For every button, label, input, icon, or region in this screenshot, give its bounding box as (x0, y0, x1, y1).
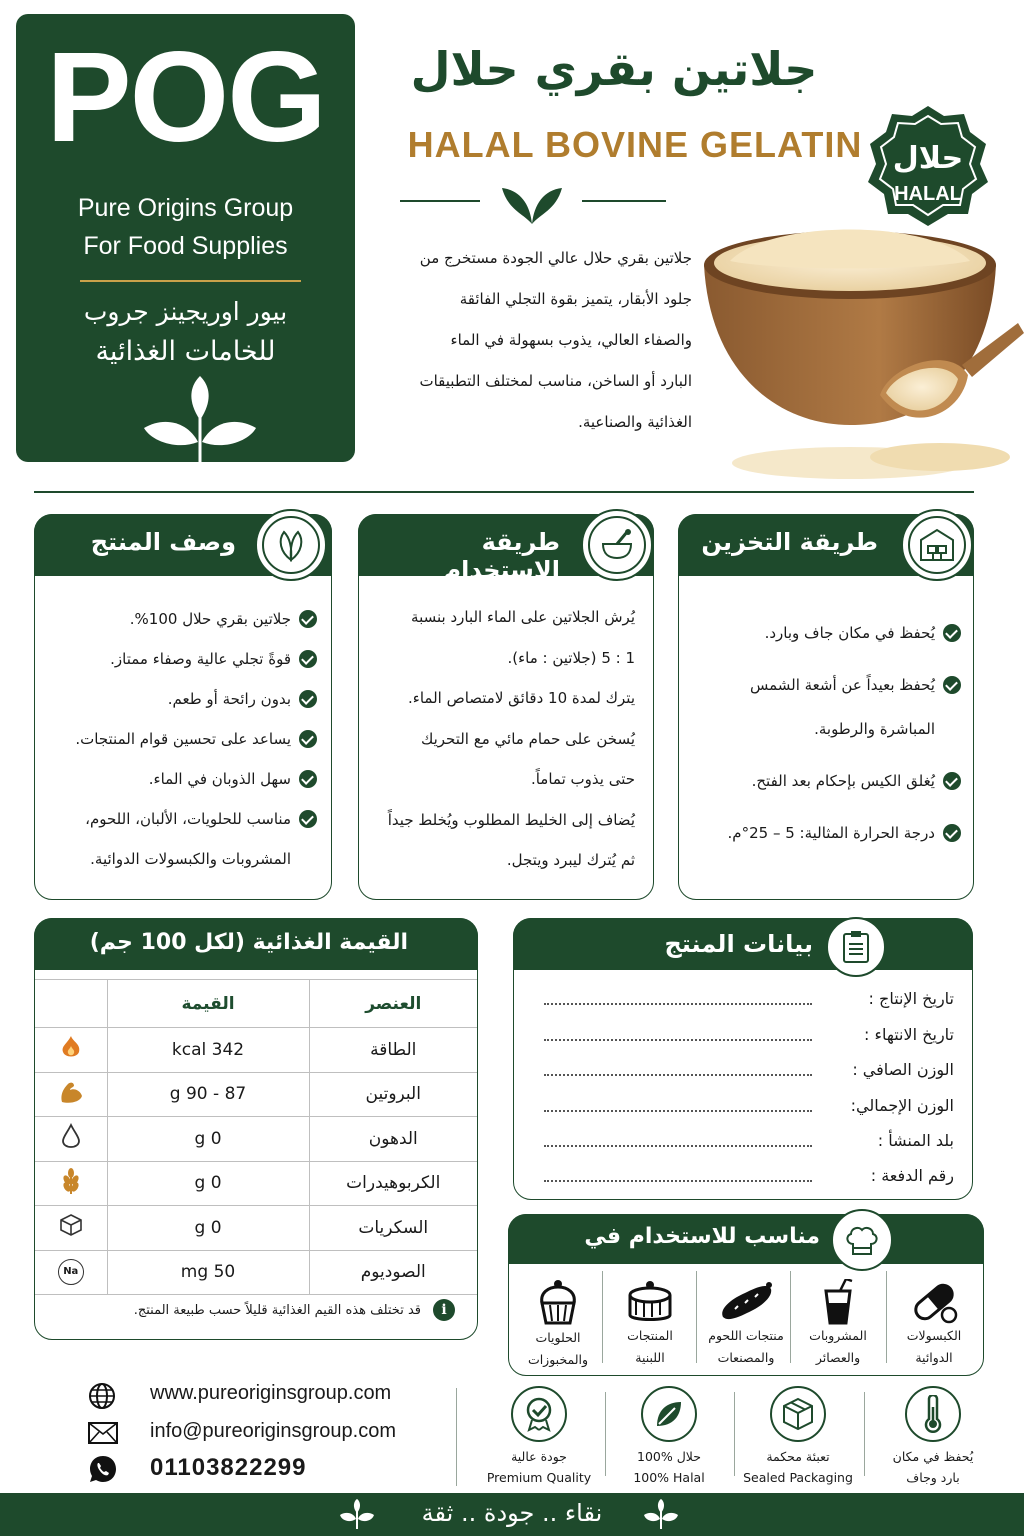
nutrient-value: 0 g (107, 1161, 309, 1206)
storage-card (678, 514, 974, 900)
product-data-header (513, 918, 973, 970)
description-title: وصف المنتج (90, 528, 236, 556)
leaves-icon (144, 376, 256, 476)
website-row[interactable] (88, 1380, 448, 1410)
leaves-icon (644, 1499, 678, 1529)
intro-line: البارد أو الساخن، مناسب لمختلف التطبيقات (419, 372, 692, 390)
table-row (35, 1161, 477, 1206)
col-header-value: القيمة (107, 980, 309, 1028)
col-header-item: العنصر (309, 980, 477, 1028)
brand-logo-panel (16, 14, 355, 462)
nutrition-note: قد تختلف هذه القيم الغذائية قليلاً حسب طبيعة المنتج. (133, 1303, 421, 1318)
divider (864, 1392, 865, 1476)
nutrient-name: الكربوهيدرات (309, 1161, 477, 1206)
nutrient-name: الطاقة (309, 1028, 477, 1073)
list-item-continuation: المشروبات والكبسولات الدوائية. (90, 850, 291, 868)
use-drinks: المشروبات والعصائر (791, 1275, 885, 1375)
storage-title: طريقة التخزين (701, 528, 878, 556)
nutrient-name: البروتين (309, 1072, 477, 1117)
nutrient-name: الدهون (309, 1117, 477, 1162)
description-list (43, 599, 317, 879)
capsule-icon (909, 1279, 959, 1325)
nutrient-value: 0 g (107, 1206, 309, 1251)
nutrient-name: السكريات (309, 1206, 477, 1251)
product-data-title: بيانات المنتج (664, 930, 813, 958)
brand-name-en-line2: For Food Supplies (83, 232, 288, 260)
usage-icon-badge (581, 509, 653, 581)
leaf-icon (274, 528, 308, 562)
usage-card (358, 514, 654, 900)
phone-row[interactable] (88, 1454, 448, 1486)
badge-sealed-packaging: تعبئة محكمة Sealed Packaging (733, 1386, 863, 1488)
usage-title: طريقة الاستخدام (443, 528, 560, 584)
usage-line: يُضاف إلى الخليط المطلوب ويُخلط جيداً (387, 810, 635, 829)
table-row (35, 1028, 477, 1073)
nutrition-table (35, 979, 477, 1295)
mortar-icon (599, 528, 635, 562)
whatsapp-icon (88, 1454, 118, 1484)
nutrient-value: 87 - 90 g (107, 1072, 309, 1117)
usage-line: 1 : 5 (جلاتين : ماء). (507, 648, 635, 667)
intro-line: الغذائية والصناعية. (578, 413, 692, 431)
quality-seal-icon (521, 1396, 557, 1432)
use-meat: منتجات اللحوم والمصنعات (699, 1275, 793, 1375)
fire-icon (35, 1028, 107, 1073)
brand-name-ar-line1: بيور اوريجينز جروب (83, 297, 288, 326)
section-divider (34, 491, 974, 493)
footer-slogan: نقاء .. جودة .. ثقة (421, 1499, 603, 1527)
usage-line: يترك لمدة 10 دقائق لامتصاص الماء. (408, 689, 635, 707)
title-rule-left (400, 200, 480, 202)
suitable-icon-badge (831, 1209, 893, 1271)
nutrient-value: 342 kcal (107, 1028, 309, 1073)
nutrient-value: 0 g (107, 1117, 309, 1162)
info-icon: i (433, 1299, 455, 1321)
list-item: بدون رائحة أو طعم. (43, 679, 317, 719)
chef-hat-icon (845, 1224, 879, 1256)
leaf-pair-icon (500, 180, 564, 224)
email-row[interactable] (88, 1418, 448, 1448)
nutrition-card (34, 918, 478, 1340)
brand-name-ar-line2: للخامات الغذائية (95, 336, 276, 367)
list-item: سهل الذوبان في الماء. (43, 759, 317, 799)
intro-line: جلود الأبقار، يتميز بقوة التجلي الفائقة (459, 290, 692, 308)
mail-icon (88, 1422, 118, 1444)
email-link[interactable]: info@pureoriginsgroup.com (150, 1420, 396, 1442)
intro-line: جلاتين بقري حلال عالي الجودة مستخرج من (419, 249, 692, 267)
suitable-for-header (508, 1214, 984, 1264)
list-item: مناسب للحلويات، الألبان، اللحوم، (43, 799, 317, 839)
brand-mark: POG (46, 26, 325, 169)
cupcake-icon (534, 1279, 582, 1327)
divider (886, 1271, 887, 1363)
nutrient-name: الصوديوم (309, 1250, 477, 1295)
table-header-row (35, 980, 477, 1028)
product-title-ar: جلاتين بقري حلال (410, 42, 818, 96)
intro-paragraph (372, 238, 692, 443)
usage-steps (367, 597, 635, 881)
suitable-for-card (508, 1214, 984, 1376)
thermometer-icon (923, 1395, 943, 1433)
phone-number[interactable]: 01103822299 (150, 1454, 307, 1481)
usage-line: ثم يُترك ليبرد ويتجل. (506, 851, 635, 869)
brand-name-en-line1: Pure Origins Group (77, 194, 294, 222)
list-item: يُغلق الكيس بإحكام بعد الفتح. (687, 759, 961, 803)
brand-separator (80, 280, 301, 282)
nutrition-card-header (34, 918, 478, 970)
description-icon-badge (255, 509, 327, 581)
halal-badge-ar: حلال (892, 141, 964, 176)
list-item-continuation: المباشرة والرطوبة. (814, 720, 935, 738)
cube-icon (35, 1206, 107, 1251)
badge-premium-quality: جودة عالية Premium Quality (474, 1386, 604, 1488)
usage-line: يُسخن على حمام مائي مع التحريك (420, 729, 635, 748)
badge-storage: يُحفظ في مكان بارد وجاف (868, 1386, 998, 1488)
nutrient-value: 50 mg (107, 1250, 309, 1295)
storage-list (687, 611, 961, 855)
use-dairy: المنتجات اللبنية (603, 1275, 697, 1375)
halal-badge-icon (864, 104, 992, 228)
suitable-for-title: مناسب للاستخدام في (584, 1224, 820, 1249)
use-desserts: الحلويات والمخبوزات (511, 1275, 605, 1375)
list-item: جلاتين بقري حلال 100%. (43, 599, 317, 639)
nutrition-title: القيمة الغذائية (لكل 100 جم) (89, 930, 408, 955)
list-item: يساعد على تحسين قوام المنتجات. (43, 719, 317, 759)
title-rule-right (582, 200, 666, 202)
globe-icon (88, 1382, 116, 1410)
website-link[interactable]: www.pureoriginsgroup.com (150, 1382, 392, 1404)
gelatin-bowl-image (700, 225, 1024, 487)
drink-icon (818, 1279, 858, 1325)
footer-bar (0, 1493, 1024, 1536)
usage-line: حتى يذوب تماماً. (530, 770, 635, 788)
halal-badge-en: HALAL (894, 183, 962, 205)
col-header-icon (35, 980, 107, 1028)
product-title-en: HALAL BOVINE GELATIN (407, 124, 863, 165)
muscle-icon (35, 1072, 107, 1117)
description-card (34, 514, 332, 900)
table-row (35, 1206, 477, 1251)
sausage-icon (717, 1279, 775, 1325)
product-data-card: بيانات المنتج تاريخ الإنتاج : تاريخ الانتهاء : الوزن الصافي : الوزن الإجمالي: بلد المنشأ : رقم الدفعة : (513, 918, 973, 1200)
table-row (35, 1072, 477, 1117)
table-row (35, 1117, 477, 1162)
list-item: قوةً تجلي عالية وصفاء ممتاز. (43, 639, 317, 679)
sodium-icon: Na (35, 1250, 107, 1295)
list-item: يُحفظ بعيداً عن أشعة الشمس (687, 663, 961, 707)
list-item: درجة الحرارة المثالية: 5 – 25°م. (687, 811, 961, 855)
table-row (35, 1250, 477, 1295)
usage-line: يُرش الجلاتين على الماء البارد بنسبة (411, 608, 635, 626)
use-capsules: الكبسولات الدوائية (887, 1275, 981, 1375)
wheat-icon (35, 1161, 107, 1206)
warehouse-icon (919, 528, 955, 562)
package-icon (781, 1397, 815, 1431)
clipboard-icon (842, 930, 870, 964)
leaf-icon (653, 1398, 685, 1430)
intro-line: والصفاء العالي، يذوب بسهولة في الماء (450, 331, 692, 349)
storage-icon-badge (901, 509, 973, 581)
contact-divider (456, 1388, 457, 1486)
badge-halal: 100% حلال 100% Halal (604, 1386, 734, 1488)
product-data-icon-badge (826, 917, 886, 977)
drop-icon (35, 1117, 107, 1162)
list-item: يُحفظ في مكان جاف وبارد. (687, 611, 961, 655)
dairy-icon (624, 1279, 676, 1325)
